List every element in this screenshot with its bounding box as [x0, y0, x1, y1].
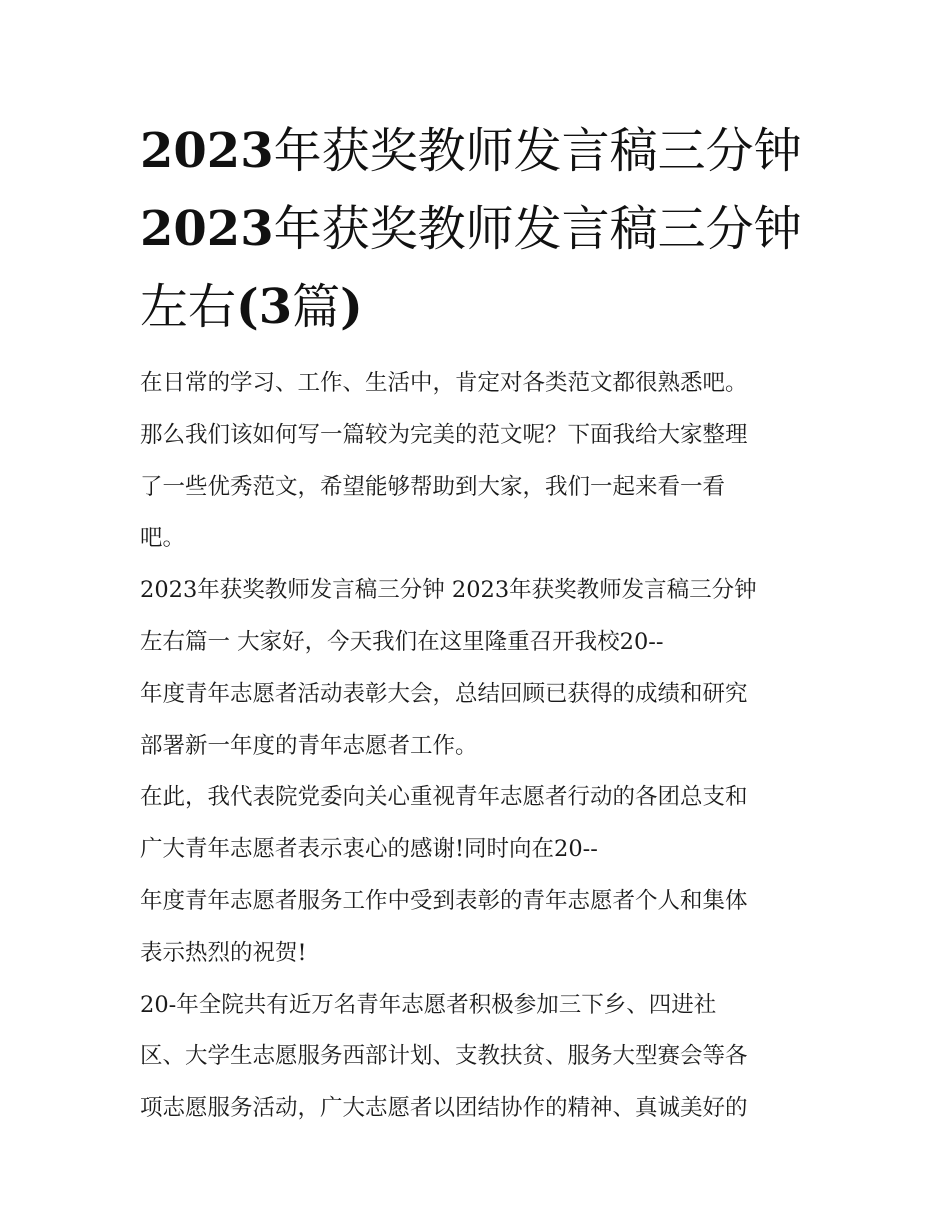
body-line: 年度青年志愿者活动表彰大会，总结回顾已获得的成绩和研究 [140, 680, 748, 707]
title-line-3: 左右(3篇) [140, 279, 363, 335]
body-line: 吧。 [140, 525, 186, 552]
body-line: 2023年获奖教师发言稿三分钟 2023年获奖教师发言稿三分钟 [140, 577, 757, 604]
body-line: 项志愿服务活动，广大志愿者以团结协作的精神、真诚美好的 [140, 1095, 748, 1122]
body-line: 了一些优秀范文，希望能够帮助到大家，我们一起来看一看 [140, 473, 726, 500]
body-line: 20-年全院共有近万名青年志愿者积极参加三下乡、四进社 [140, 991, 717, 1018]
title-line-1: 2023年获奖教师发言稿三分钟 [140, 123, 802, 179]
body-line: 表示热烈的祝贺! [140, 939, 307, 966]
body-line: 在日常的学习、工作、生活中，肯定对各类范文都很熟悉吧。 [140, 370, 748, 396]
body-line: 年度青年志愿者服务工作中受到表彰的青年志愿者个人和集体 [140, 887, 748, 914]
document-page [140, 112, 820, 1135]
document-title [140, 112, 820, 346]
body-line: 那么我们该如何写一篇较为完美的范文呢？下面我给大家整理 [140, 421, 748, 448]
body-line: 区、大学生志愿服务西部计划、支教扶贫、服务大型赛会等各 [140, 1043, 748, 1070]
body-line: 在此，我代表院党委向关心重视青年志愿者行动的各团总支和 [140, 784, 748, 811]
title-line-2: 2023年获奖教师发言稿三分钟 [140, 201, 802, 257]
body-line: 广大青年志愿者表示衷心的感谢!同时向在20-- [140, 836, 598, 863]
body-line: 左右篇一 大家好，今天我们在这里隆重召开我校20-- [140, 628, 664, 655]
body-line: 部署新一年度的青年志愿者工作。 [140, 732, 478, 759]
document-body [140, 358, 820, 1135]
